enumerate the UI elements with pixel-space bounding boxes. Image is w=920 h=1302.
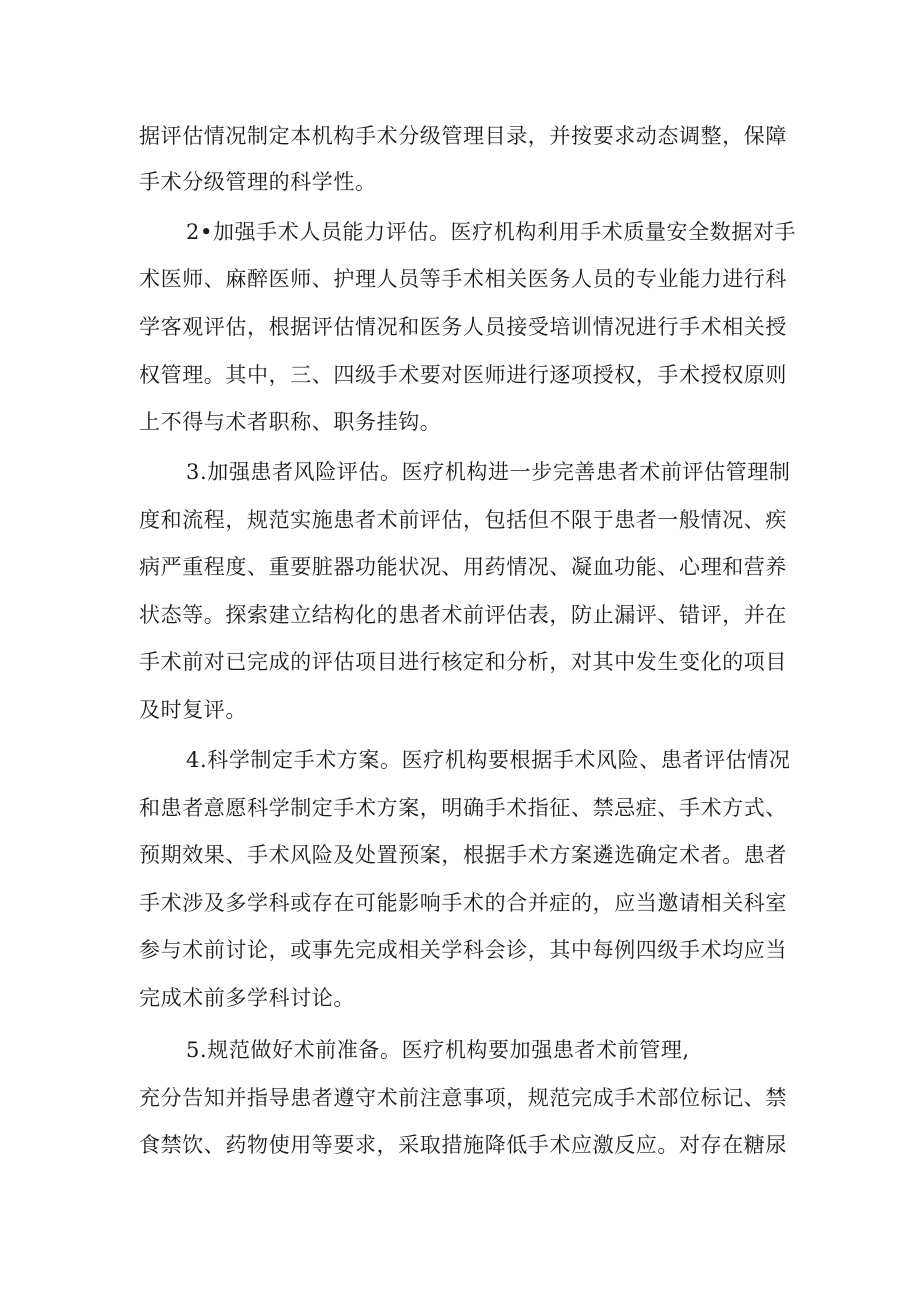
text-line: 状态等。探索建立结构化的患者术前评估表，防止漏评、错评，并在	[139, 603, 787, 627]
text-line: 完成术前多学科讨论。	[139, 986, 355, 1010]
text-line: 和患者意愿科学制定手术方案，明确手术指征、禁忌症、手术方式、	[139, 796, 787, 820]
paragraph-2-heading-line: 2•加强手术人员能力评估。医疗机构利用手术质量安全数据对手	[186, 220, 797, 244]
text-line: 权管理。其中，三、四级手术要对医师进行逐项授权，手术授权原则	[139, 363, 787, 387]
text-line: 学客观评估，根据评估情况和医务人员接受培训情况进行手术相关授	[139, 315, 787, 339]
text-line: 据评估情况制定本机构手术分级管理目录，并按要求动态调整，保障	[139, 124, 787, 148]
text-line: 手术涉及多学科或存在可能影响手术的合并症的，应当邀请相关科室	[139, 891, 787, 915]
text-line: 术医师、麻醉医师、护理人员等手术相关医务人员的专业能力进行科	[139, 267, 787, 291]
text-line: 病严重程度、重要脏器功能状况、用药情况、凝血功能、心理和营养	[139, 555, 787, 579]
text-line: 充分告知并指导患者遵守术前注意事项，规范完成手术部位标记、禁	[139, 1086, 787, 1110]
paragraph-3-heading-line: 3.加强患者风险评估。医疗机构进一步完善患者术前评估管理制	[186, 460, 791, 484]
paragraph-4-heading-line: 4.科学制定手术方案。医疗机构要根据手术风险、患者评估情况	[186, 748, 791, 772]
text-line: 食禁饮、药物使用等要求，采取措施降低手术应激反应。对存在糖尿	[139, 1133, 787, 1157]
text-line: 及时复评。	[139, 698, 247, 722]
text-line: 预期效果、手术风险及处置预案，根据手术方案遴选确定术者。患者	[139, 843, 787, 867]
text-line: 度和流程，规范实施患者术前评估，包括但不限于患者一般情况、疾	[139, 508, 787, 532]
text-line: 手术分级管理的科学性。	[139, 170, 377, 194]
text-line: 参与术前讨论，或事先完成相关学科会诊，其中每例四级手术均应当	[139, 938, 787, 962]
paragraph-5-heading-line: 5.规范做好术前准备。医疗机构要加强患者术前管理,	[186, 1038, 690, 1062]
text-line: 上不得与术者职称、职务挂钩。	[139, 410, 442, 434]
text-line: 手术前对已完成的评估项目进行核定和分析，对其中发生变化的项目	[139, 650, 787, 674]
